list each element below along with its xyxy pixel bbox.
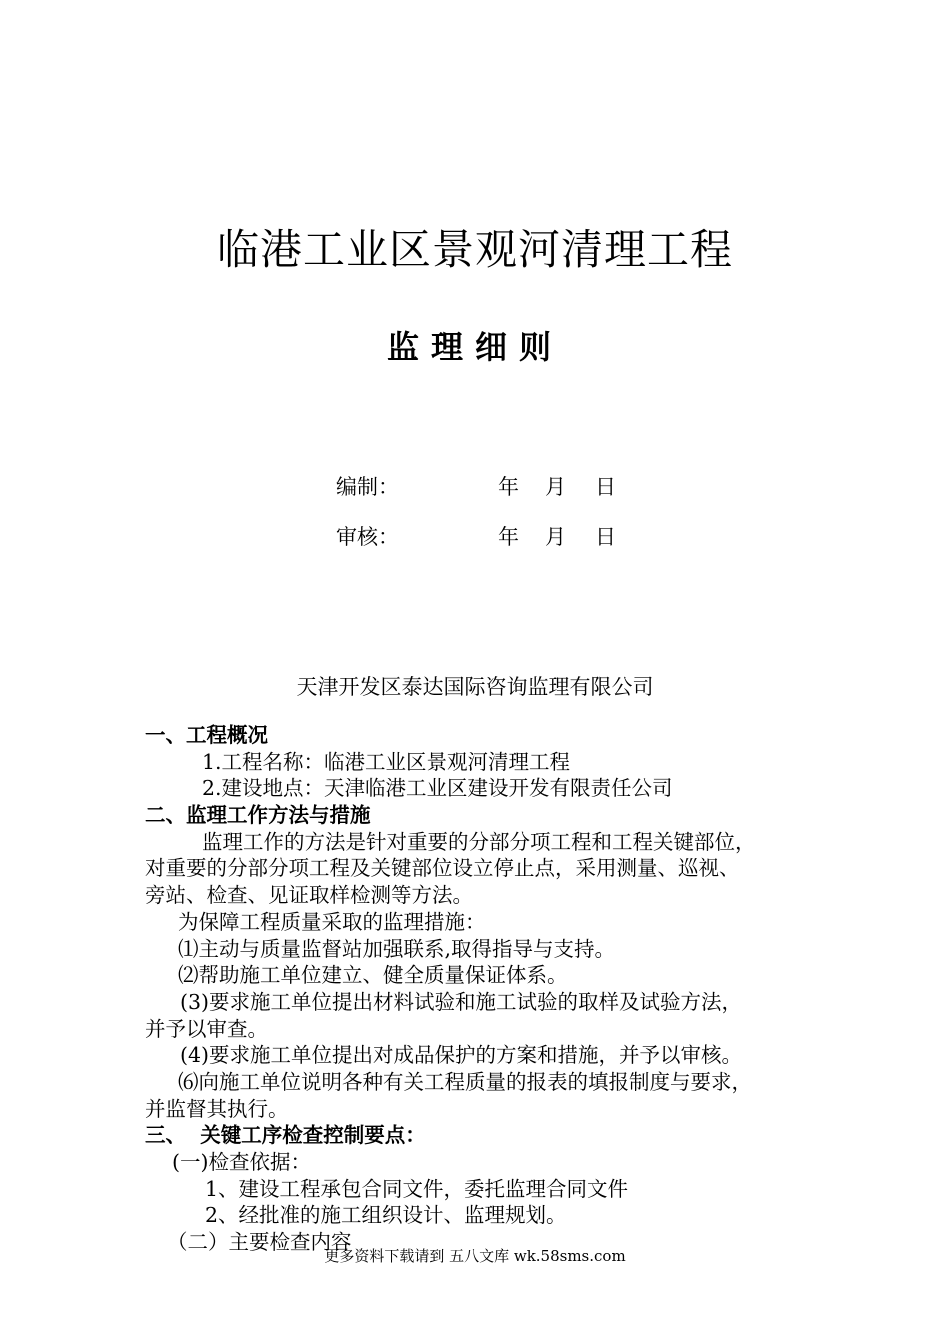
measure-item-6-line-2: 并监督其执行。 — [145, 1096, 289, 1121]
footer-download-note: 更多资料下载请到 五八文库 wk.58sms.com — [324, 1247, 626, 1265]
project-location-line: 2.建设地点：天津临港工业区建设开发有限责任公司 — [202, 776, 673, 801]
measure-item-6-line-1: ⑹向施工单位说明各种有关工程质量的报表的填报制度与要求， — [178, 1069, 752, 1094]
methods-paragraph-line-2: 对重要的分部分项工程及关键部位设立停止点，采用测量、巡视、 — [145, 856, 740, 881]
main-content-heading: （二）主要检查内容 — [167, 1230, 352, 1255]
measure-item-2: ⑵帮助施工单位建立、健全质量保证体系。 — [178, 963, 568, 988]
project-name-line: 1.工程名称：临港工业区景观河清理工程 — [202, 749, 571, 774]
compile-day-label: 日 — [595, 475, 616, 499]
review-year-label: 年 — [498, 525, 519, 549]
measures-intro: 为保障工程质量采取的监理措施： — [178, 909, 486, 934]
compile-label: 编制： — [336, 475, 399, 499]
methods-paragraph-line-1: 监理工作的方法是针对重要的分部分项工程和工程关键部位， — [202, 829, 756, 854]
compile-year-label: 年 — [498, 475, 519, 499]
company-name: 天津开发区泰达国际咨询监理有限公司 — [296, 675, 654, 699]
document-title: 临港工业区景观河清理工程 — [216, 225, 733, 274]
measure-item-3-line-1: (3)要求施工单位提出材料试验和施工试验的取样及试验方法， — [180, 989, 743, 1014]
review-day-label: 日 — [595, 525, 616, 549]
section-heading-methods: 二、监理工作方法与措施 — [145, 803, 371, 828]
inspection-basis-item-2: 2、经批准的施工组织设计、监理规划。 — [205, 1203, 567, 1228]
inspection-basis-heading: (一)检查依据： — [172, 1150, 311, 1174]
compile-month-label: 月 — [545, 475, 566, 499]
review-label: 审核： — [336, 525, 399, 549]
document-body — [145, 722, 815, 1256]
measure-item-4: (4)要求施工单位提出对成品保护的方案和措施，并予以审核。 — [180, 1043, 743, 1068]
section-heading-overview: 一、工程概况 — [145, 723, 268, 747]
inspection-basis-item-1: 1、建设工程承包合同文件，委托监理合同文件 — [205, 1176, 629, 1201]
review-month-label: 月 — [545, 525, 566, 549]
measure-item-1: ⑴主动与质量监督站加强联系,取得指导与支持。 — [178, 936, 616, 961]
measure-item-3-line-2: 并予以审查。 — [145, 1016, 268, 1041]
section-heading-key-processes: 三、 关键工序检查控制要点： — [145, 1123, 426, 1148]
methods-paragraph-line-3: 旁站、检查、见证取样检测等方法。 — [145, 883, 473, 908]
document-subtitle: 监理细则 — [386, 328, 563, 366]
